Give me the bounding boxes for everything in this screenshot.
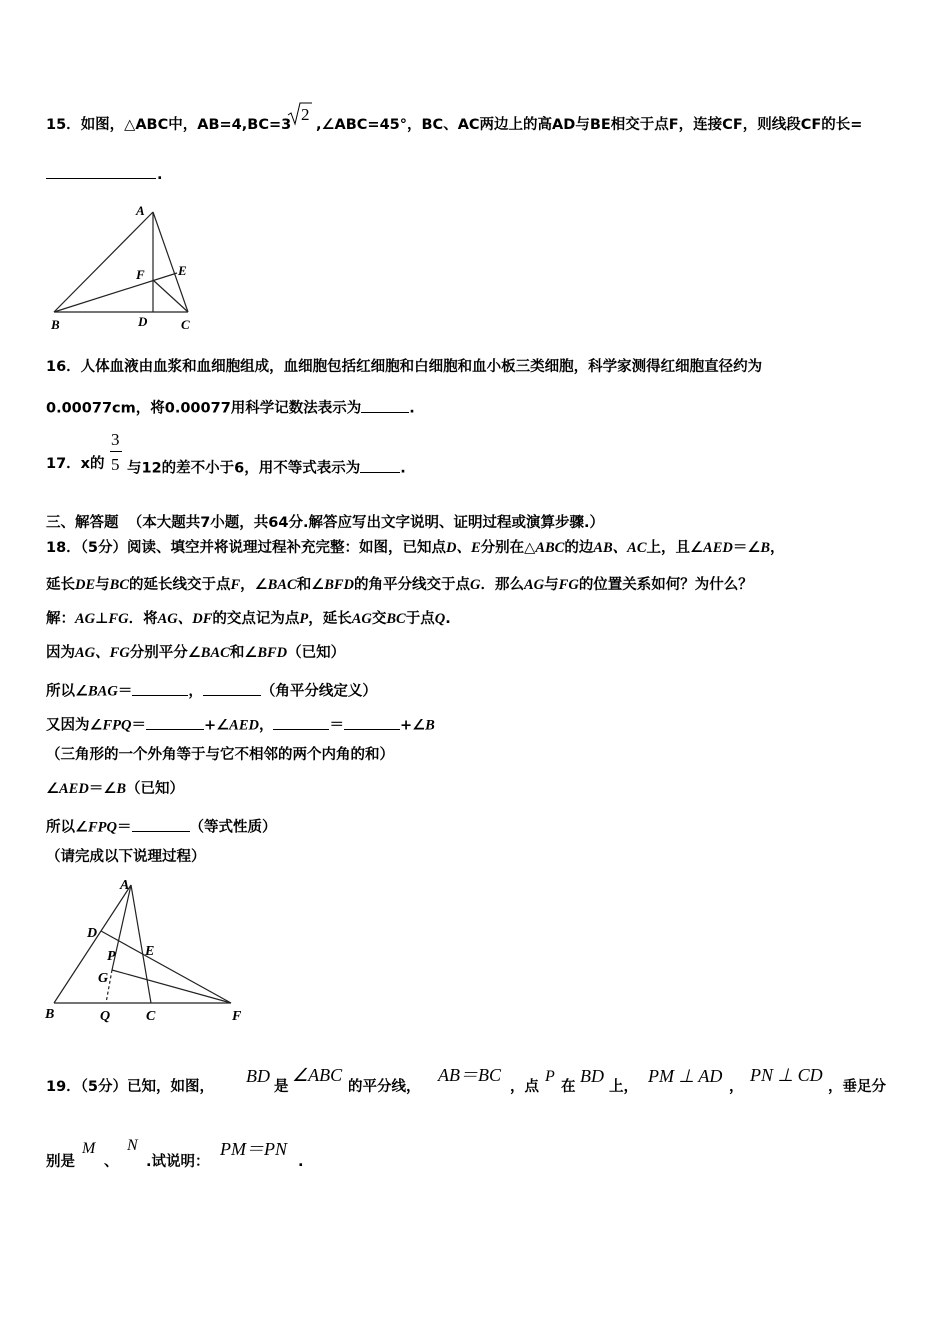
q19-text-i: 别是 (46, 1154, 75, 1170)
q18-l6g: ＝ (329, 717, 344, 734)
q18-l1j: B (760, 540, 771, 556)
q18-l3j: AG (351, 611, 372, 627)
q18-l3e: ．将 (128, 611, 158, 627)
q18-l4d: BAC (200, 645, 230, 661)
q19-text-e: 在 (561, 1079, 576, 1095)
section3-note: （本大题共7小题，共64分.解答应写出文字说明、证明过程或演算步骤.） (127, 515, 604, 531)
q18-l3f: AG、DF (157, 611, 213, 627)
q18-l5a: 所以∠ (46, 683, 88, 700)
q18-l9d: （等式性质） (189, 819, 277, 836)
q17-frac-bar (110, 451, 122, 452)
q18-l5c: ＝ (117, 683, 133, 700)
q18-l9b: FPQ (88, 819, 117, 836)
q18-label-F: F (232, 1009, 242, 1024)
q18-l5e: （角平分线定义） (260, 683, 377, 700)
q18-label-D: D (87, 926, 98, 941)
q18-l2q: 的位置关系如何？为什么？ (578, 577, 753, 593)
q19-math-bd-1: BD (246, 1066, 270, 1086)
q18-l5d: ， (188, 683, 203, 700)
q17-text-c: . (400, 460, 406, 477)
q17-fraction (110, 430, 124, 474)
q18-label-C: C (146, 1009, 156, 1024)
q18-line2 (46, 578, 753, 593)
q18-l2h: BAC (267, 577, 297, 593)
q17-text-b: 与12的差不小于6，用不等式表示为 (127, 460, 361, 477)
section3-title: 三、解答题 (46, 515, 119, 531)
q18-l4g: （已知） (287, 645, 346, 661)
q18-l1h: AED (703, 540, 733, 556)
q19-text-h: ，垂足分 (828, 1079, 886, 1095)
q18-l4e: 和∠ (229, 645, 258, 661)
q15-figure (40, 200, 210, 335)
q18-line5 (46, 680, 377, 699)
q18-l3l: BC (386, 611, 406, 627)
q18-l4f: BFD (257, 645, 288, 661)
q16-line2 (46, 397, 415, 416)
q15-text-a: 如图，△ABC中，AB=4,BC=3 (80, 117, 292, 133)
q17-frac-den: 5 (111, 455, 120, 474)
q18-l3a: 解： (46, 611, 75, 627)
q18-l6c: ＝ (131, 717, 146, 734)
q18-label-G: G (98, 971, 109, 986)
q18-l2l: G (470, 577, 481, 593)
q18-l2j: BFD (324, 577, 355, 593)
q15-line1 (46, 118, 291, 133)
q19-text-f: 上， (609, 1079, 638, 1095)
q18-l2p: FG (558, 577, 579, 593)
q18-line4 (46, 646, 345, 661)
q18-label-P: P (107, 949, 116, 964)
q18-l2c: 与 (95, 577, 110, 593)
q18-l3h: P (299, 611, 309, 627)
q18-l3d: FG (108, 611, 129, 627)
q18-line3 (46, 612, 451, 627)
q18-l6i: B (425, 717, 435, 734)
q18-l1d: ABC (535, 540, 565, 556)
q15-number: 15． (46, 117, 81, 133)
q18-l1f: AB、AC (593, 540, 647, 556)
q18-l2b: DE (75, 577, 96, 593)
q18-l3k: 交 (371, 611, 387, 627)
q18-l3i: ，延长 (308, 611, 352, 627)
q19-text-c: 的平分线， (348, 1079, 421, 1095)
q18-l2f: F (230, 577, 241, 593)
section3-heading (46, 516, 604, 531)
q15-label-F: F (136, 267, 145, 282)
q18-l6a: 又因为∠ (46, 717, 103, 734)
q18-l3g: 的交点记为点 (212, 611, 300, 627)
q19-math-n: N (127, 1137, 138, 1154)
q19-text-k: .试说明： (146, 1154, 210, 1170)
q18-blank-1 (132, 680, 188, 696)
q17-answer-blank (360, 457, 400, 473)
q18-line1 (46, 541, 785, 556)
q15-sqrt-arg: 2 (301, 105, 310, 124)
q19-text-d: ，点 (510, 1079, 539, 1095)
q18-l6e: AED (229, 717, 259, 734)
q16-answer-blank (361, 397, 409, 413)
q18-l1e: 的边 (564, 540, 594, 556)
q18-l1k: ， (770, 540, 785, 556)
q19-text-l: . (298, 1154, 304, 1170)
q18-label-B: B (45, 1007, 55, 1022)
q18-blank-4 (273, 714, 329, 730)
q19-text-g: ， (729, 1079, 744, 1095)
q18-l1c: 分别在△ (480, 540, 536, 556)
q16-text-a: 0.00077cm，将0.00077用科学记数法表示为 (46, 400, 362, 417)
q18-label-A: A (120, 878, 130, 893)
q18-l2e: 的延长线交于点 (129, 577, 231, 593)
q18-l6h: +∠ (399, 717, 426, 734)
q18-l9a: 所以∠ (46, 819, 88, 836)
q15-answer-blank (46, 178, 156, 179)
q18-l1g: 上，且∠ (646, 540, 704, 556)
q18-l8c: ＝∠ (88, 781, 117, 797)
q18-l2i: 和∠ (296, 577, 325, 593)
q18-line10: （请完成以下说理过程） (46, 849, 206, 865)
q18-label-Q: Q (100, 1009, 111, 1024)
q18-l2k: 的角平分线交于点 (354, 577, 471, 593)
q18-l8b: AED (59, 781, 89, 797)
q18-l2o: 与 (544, 577, 559, 593)
q15-label-B: B (51, 317, 60, 332)
q19-math-m: M (82, 1140, 96, 1157)
q15-label-C: C (181, 317, 190, 332)
q18-l2d: BC (109, 577, 129, 593)
q18-l8e: （已知） (126, 781, 184, 797)
q19-text-j: 、 (104, 1154, 119, 1170)
q19-math-pn-cd: PN ⊥ CD (750, 1065, 823, 1085)
q15-text-b: ,∠ABC=45°，BC、AC两边上的高AD与BE相交于点F，连接CF，则线段CF的长= (316, 117, 863, 133)
q18-l8a: ∠ (46, 781, 59, 797)
q17-frac-num: 3 (111, 430, 120, 449)
q18-l1a: 18．（5分）阅读、填空并将说理过程补充完整：如图，已知点 (46, 540, 447, 556)
q18-l8d: B (116, 781, 126, 797)
q18-blank-6 (132, 816, 190, 832)
q18-l4c: 分别平分∠ (129, 645, 201, 661)
q15-period: . (157, 167, 163, 183)
q18-l2n: AG (524, 577, 545, 593)
q18-l6d: +∠ (204, 717, 230, 734)
q15-label-E: E (178, 263, 187, 278)
q19-math-p: P (545, 1068, 555, 1085)
q18-l4a: 因为 (46, 645, 75, 661)
q18-blank-2 (203, 680, 261, 696)
q18-l3b: AG (75, 611, 96, 627)
q18-blank-5 (344, 714, 400, 730)
q16-line1: 16．人体血液由血浆和血细胞组成，血细胞包括红细胞和白细胞和血小板三类细胞，科学家测得红细胞直径约为 (46, 359, 763, 375)
q19-math-angle: ∠ABC (292, 1065, 343, 1085)
q15-label-D: D (138, 314, 148, 329)
q18-line6 (46, 714, 435, 733)
q18-l3o: . (445, 611, 451, 627)
q18-l2m: ．那么 (480, 577, 524, 593)
q19-math-bd-2: BD (580, 1066, 604, 1086)
q18-l3m: 于点 (405, 611, 435, 627)
q19-math-pm-ad: PM ⊥ AD (648, 1066, 723, 1086)
q15-label-A: A (136, 203, 145, 218)
q18-l4b: AG、FG (75, 645, 130, 661)
q18-l3n: Q (434, 611, 446, 627)
q18-label-E: E (145, 944, 155, 959)
q18-blank-3 (146, 714, 204, 730)
q18-l3c: ⊥ (95, 611, 109, 627)
q18-l2a: 延长 (46, 577, 75, 593)
q17-line-b (127, 457, 406, 476)
q15-sqrt (287, 100, 313, 126)
q18-l6f: ， (258, 717, 274, 734)
q18-l1i: ＝∠ (732, 540, 761, 556)
q18-l9c: ＝ (117, 819, 132, 836)
q18-l6b: FPQ (102, 717, 132, 734)
q18-l1b: D、E (446, 540, 481, 556)
q18-l2g: ，∠ (240, 577, 268, 593)
q18-line7: （三角形的一个外角等于与它不相邻的两个内角的和） (46, 747, 394, 763)
q19-text-b: 是 (274, 1079, 289, 1095)
q19-text-a: 19．（5分）已知，如图， (46, 1079, 215, 1095)
q16-text-b: . (409, 400, 415, 417)
q19-math-ab-bc: AB＝BC (438, 1065, 501, 1085)
q18-l5b: BAG (88, 683, 118, 700)
q17-text-a: 17．x的 (46, 456, 105, 472)
q18-line8 (46, 782, 184, 797)
q18-line9 (46, 816, 277, 835)
q18-figure (40, 872, 255, 1027)
q19-math-pm-pn: PM＝PN (220, 1139, 287, 1159)
